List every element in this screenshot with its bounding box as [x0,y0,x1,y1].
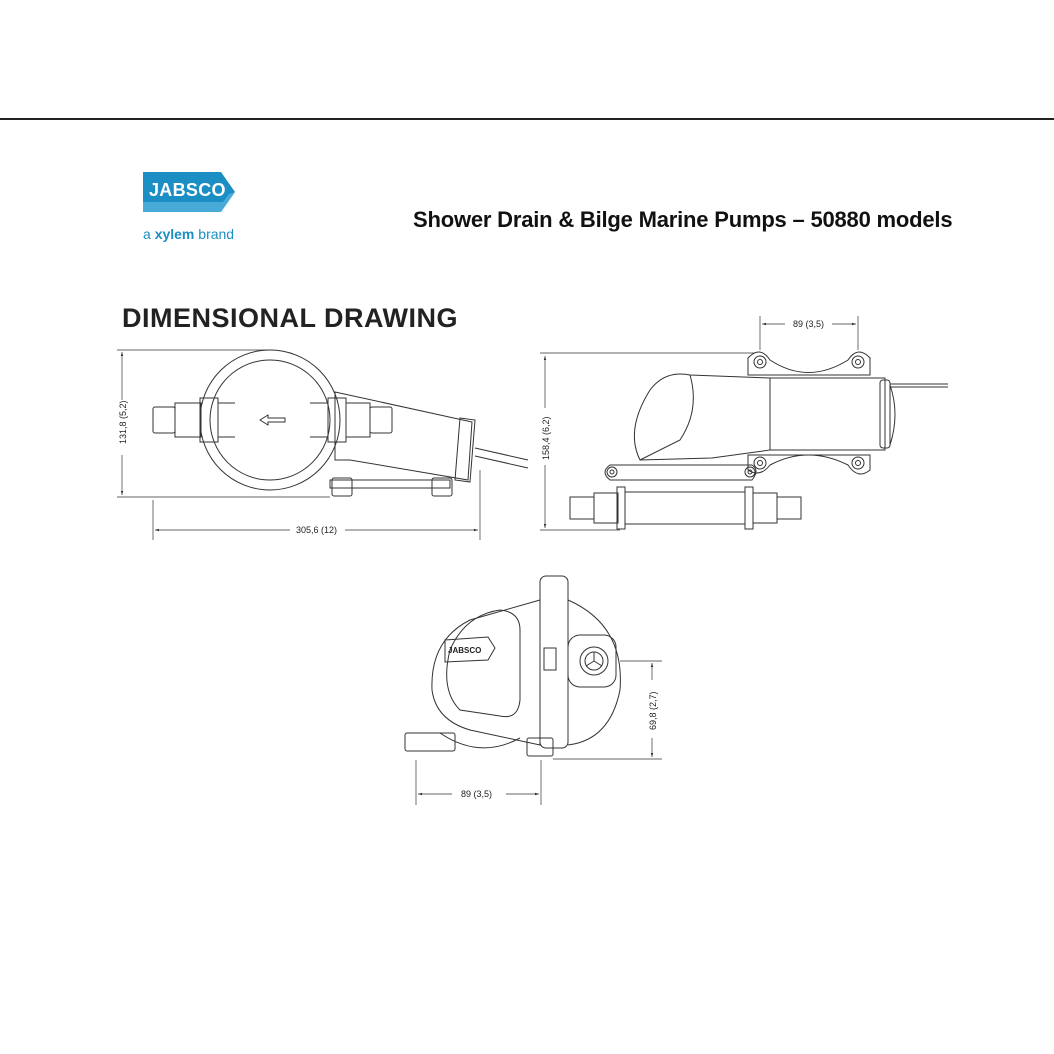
top-view-length-dim: 305,6 (12) [296,525,338,535]
logo-brand-text: JABSCO [149,180,226,200]
section-title: DIMENSIONAL DRAWING [122,303,459,333]
end-view-port-height-dim: 69,8 (2,7) [648,691,658,730]
side-view-height-dim: 158,4 (6,2) [541,416,551,460]
end-view-mount-spacing-dim: 89 (3,5) [461,789,493,799]
pump-badge-text: JABSCO [448,646,482,655]
pump-jabsco-badge [445,637,495,662]
top-view [117,350,528,540]
end-view [405,576,662,805]
side-view [540,316,948,530]
flow-direction-arrow-icon [260,415,285,425]
top-view-height-dim: 131,8 (5,2) [118,400,128,444]
logo-tagline: a xylem brand [143,226,235,242]
document-title: Shower Drain & Bilge Marine Pumps – 50880 models [413,207,953,232]
side-view-mount-spacing-dim: 89 (3,5) [793,319,825,329]
